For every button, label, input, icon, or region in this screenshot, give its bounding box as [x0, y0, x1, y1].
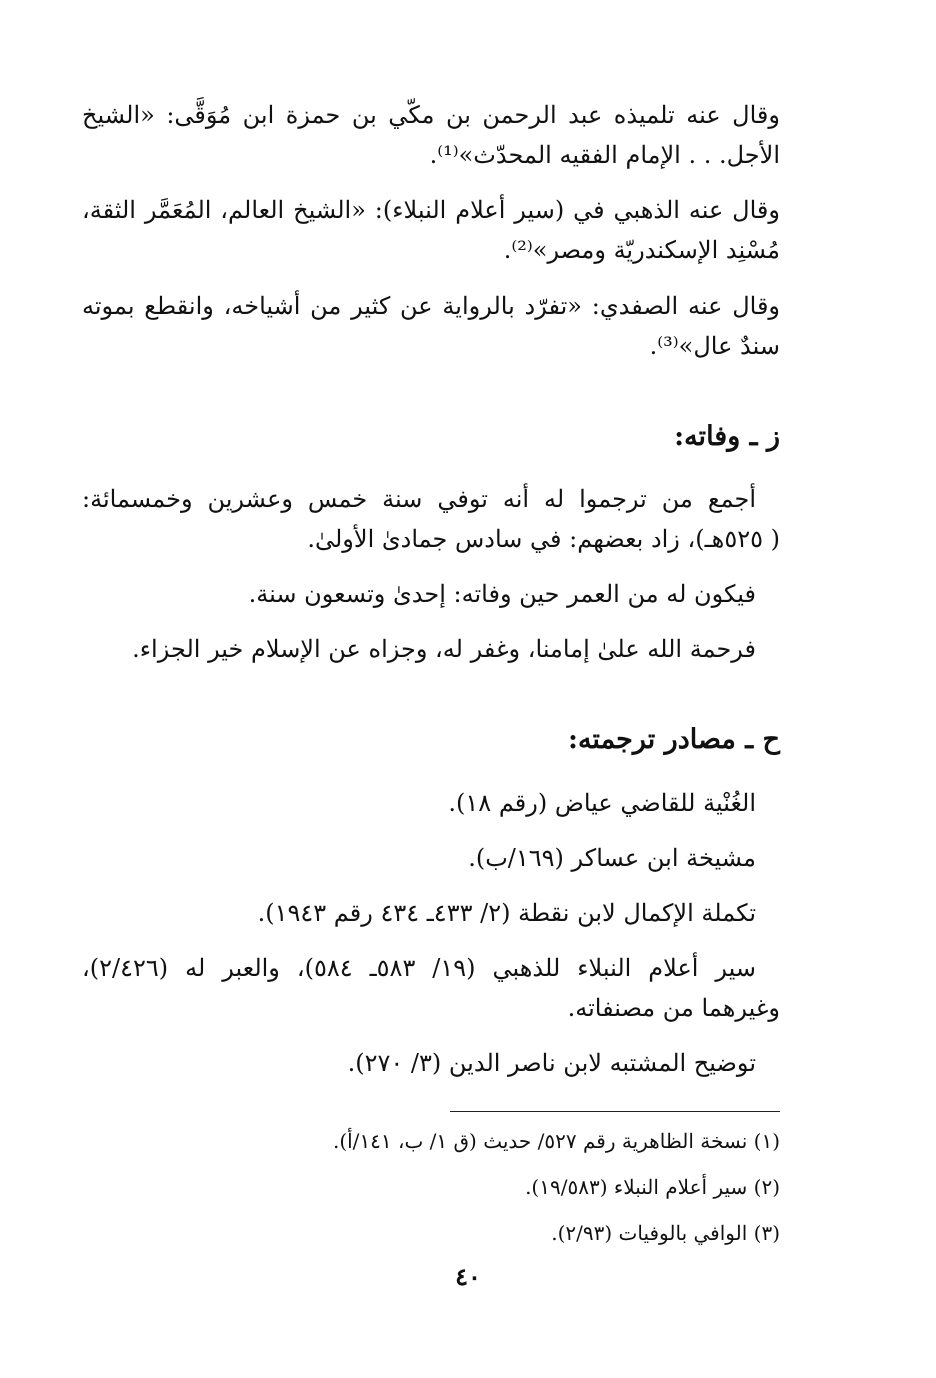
quote-ibn-muwaqqa-line-2: الأجل. . . الإمام الفقيه المحدّث»⁽¹⁾. [429, 141, 780, 169]
page-number: ٤٠ [455, 1262, 481, 1291]
source-mashyakha: مشيخة ابن عساكر (١٦٩/ب). [468, 844, 756, 872]
footnote-separator [450, 1111, 780, 1112]
footnote-3: (٣) الوافي بالوفيات (٢/٩٣). [551, 1221, 780, 1245]
section-heading-sources: ح ـ مصادر ترجمته: [567, 724, 780, 755]
death-paragraph-line-2: ( ٥٢٥هـ)، زاد بعضهم: في سادس جمادىٰ الأولىٰ. [307, 525, 780, 553]
footnote-1: (١) نسخة الظاهرية رقم ٥٢٧/ حديث (ق ١/ ب، ١٤١/أ). [332, 1129, 780, 1153]
age-at-death: فيكون له من العمر حين وفاته: إحدىٰ وتسعون سنة. [248, 580, 756, 608]
quote-ibn-muwaqqa-line-1: وقال عنه تلميذه عبد الرحمن بن مكّي بن حمزة ابن مُوَقَّى: «الشيخ [82, 101, 780, 129]
section-heading-death: ز ـ وفاته: [674, 421, 780, 452]
source-takmila: تكملة الإكمال لابن نقطة (٢/ ٤٣٣ـ ٤٣٤ رقم ١٩٤٣). [257, 899, 756, 927]
footnote-2: (٢) سير أعلام النبلاء (١٩/٥٨٣). [525, 1175, 780, 1199]
quote-dhahabi-line-1: وقال عنه الذهبي في (سير أعلام النبلاء): «الشيخ العالم، المُعَمَّر الثقة، [82, 196, 780, 224]
quote-safadi-line-1: وقال عنه الصفدي: «تفرّد بالرواية عن كثير من أشياخه، وانقطع بموته [82, 292, 780, 320]
death-paragraph-line-1: أجمع من ترجموا له أنه توفي سنة خمس وعشرين وخمسمائة: [82, 485, 757, 513]
supplication: فرحمة الله علىٰ إمامنا، وغفر له، وجزاه عن الإسلام خير الجزاء. [132, 635, 756, 663]
source-tawdih: توضيح المشتبه لابن ناصر الدين (٣/ ٢٧٠). [347, 1049, 756, 1077]
quote-safadi-line-2: سندٌ عال»⁽³⁾. [649, 332, 780, 360]
source-ghunya: الغُنْية للقاضي عياض (رقم ١٨). [448, 789, 756, 817]
source-siyar-line-2: وغيرهما من مصنفاته. [567, 994, 780, 1022]
source-siyar-line-1: سير أعلام النبلاء للذهبي (١٩/ ٥٨٣ـ ٥٨٤)، والعبر له (٢/٤٢٦)، [82, 954, 757, 982]
quote-dhahabi-line-2: مُسْنِد الإسكندريّة ومصر»⁽²⁾. [503, 236, 780, 264]
